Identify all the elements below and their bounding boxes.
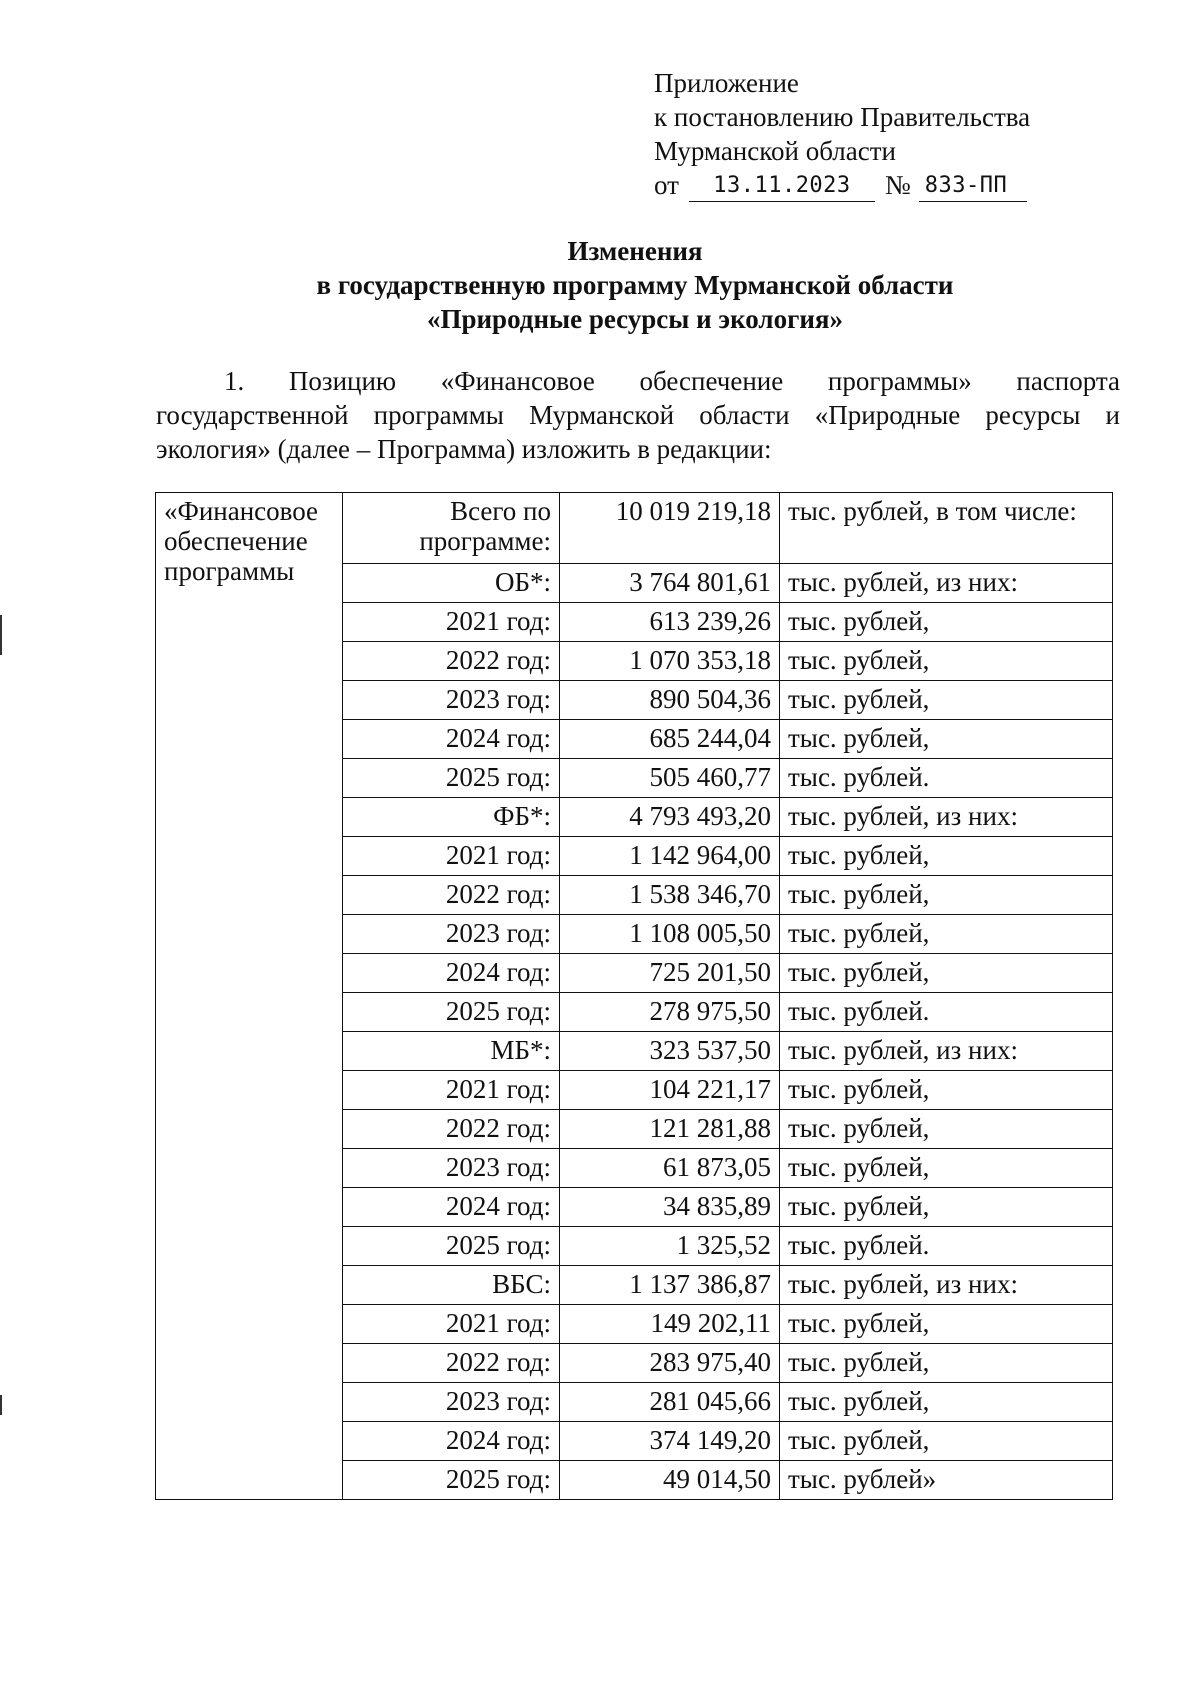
scan-margin-mark — [0, 615, 2, 655]
unit-cell: тыс. рублей, — [780, 876, 1113, 915]
unit-cell: тыс. рублей, из них: — [780, 1266, 1113, 1305]
amount-cell: 4 793 493,20 — [560, 798, 780, 837]
source-label-cell: 2023 год: — [343, 681, 560, 720]
resolution-date: 13.11.2023 — [689, 171, 875, 202]
unit-cell: тыс. рублей, из них: — [780, 798, 1113, 837]
appendix-date-row — [654, 168, 1030, 202]
amount-cell: 505 460,77 — [560, 759, 780, 798]
position-name-cell: «Финансовое обеспечение программы — [156, 493, 343, 1500]
source-label-cell: 2021 год: — [343, 1071, 560, 1110]
amount-cell: 1 142 964,00 — [560, 837, 780, 876]
appendix-title: Приложение — [654, 68, 799, 98]
source-label-cell: 2024 год: — [343, 1188, 560, 1227]
unit-cell: тыс. рублей. — [780, 1227, 1113, 1266]
unit-cell: тыс. рублей, — [780, 1344, 1113, 1383]
source-label-cell: 2024 год: — [343, 954, 560, 993]
number-label: № — [884, 170, 911, 200]
scan-margin-mark — [0, 1395, 2, 1415]
unit-cell: тыс. рублей, — [780, 681, 1113, 720]
source-label-cell: 2022 год: — [343, 1344, 560, 1383]
source-label-cell: 2024 год: — [343, 1422, 560, 1461]
amount-cell: 281 045,66 — [560, 1383, 780, 1422]
amount-cell: 725 201,50 — [560, 954, 780, 993]
amount-cell: 323 537,50 — [560, 1032, 780, 1071]
unit-cell: тыс. рублей, из них: — [780, 1032, 1113, 1071]
amount-cell: 685 244,04 — [560, 720, 780, 759]
unit-cell: тыс. рублей, — [780, 1149, 1113, 1188]
amount-cell: 1 325,52 — [560, 1227, 780, 1266]
unit-cell: тыс. рублей, — [780, 954, 1113, 993]
unit-cell: тыс. рублей, — [780, 1188, 1113, 1227]
source-label-cell: 2021 год: — [343, 1305, 560, 1344]
appendix-resolution: к постановлению Правительства — [654, 102, 1031, 132]
amount-cell: 61 873,05 — [560, 1149, 780, 1188]
heading-line-2: в государственную программу Мурманской области — [316, 270, 954, 300]
source-label-cell: 2022 год: — [343, 1110, 560, 1149]
unit-cell: тыс. рублей, — [780, 1071, 1113, 1110]
amount-cell: 149 202,11 — [560, 1305, 780, 1344]
source-label-cell: 2022 год: — [343, 876, 560, 915]
unit-cell: тыс. рублей, — [780, 720, 1113, 759]
unit-cell: тыс. рублей, — [780, 1383, 1113, 1422]
amount-cell: 49 014,50 — [560, 1461, 780, 1500]
source-label-cell: МБ*: — [343, 1032, 560, 1071]
amount-cell: 278 975,50 — [560, 993, 780, 1032]
paragraph-text: 1. Позицию «Финансовое обеспечение программы» паспорта государственной программы Мурманской области «Природные ресурсы и экология» (далее – Программа) изложить в редакции: — [156, 366, 1120, 464]
amount-cell: 1 538 346,70 — [560, 876, 780, 915]
table-row — [156, 493, 1113, 564]
amount-cell: 104 221,17 — [560, 1071, 780, 1110]
amount-cell: 890 504,36 — [560, 681, 780, 720]
source-label-cell: 2021 год: — [343, 603, 560, 642]
unit-cell: тыс. рублей. — [780, 993, 1113, 1032]
unit-cell: тыс. рублей, — [780, 1305, 1113, 1344]
source-label-cell: 2025 год: — [343, 993, 560, 1032]
amount-cell: 613 239,26 — [560, 603, 780, 642]
amount-cell: 121 281,88 — [560, 1110, 780, 1149]
amount-cell: 34 835,89 — [560, 1188, 780, 1227]
unit-cell: тыс. рублей, из них: — [780, 564, 1113, 603]
amount-cell: 374 149,20 — [560, 1422, 780, 1461]
source-label-cell: 2021 год: — [343, 837, 560, 876]
source-label-cell: 2025 год: — [343, 759, 560, 798]
unit-cell: тыс. рублей, — [780, 1110, 1113, 1149]
document-heading — [150, 234, 1120, 336]
finance-table — [155, 492, 1113, 1500]
amount-cell: 283 975,40 — [560, 1344, 780, 1383]
body-paragraph — [156, 364, 1120, 466]
source-label-cell: Всего по программе: — [343, 493, 560, 564]
source-label-cell: 2023 год: — [343, 1383, 560, 1422]
resolution-number: 833-ПП — [919, 171, 1027, 202]
heading-line-3: «Природные ресурсы и экология» — [426, 304, 844, 334]
amount-cell: 1 108 005,50 — [560, 915, 780, 954]
unit-cell: тыс. рублей, — [780, 915, 1113, 954]
source-label-cell: 2025 год: — [343, 1227, 560, 1266]
unit-cell: тыс. рублей, в том числе: — [780, 493, 1113, 564]
source-label-cell: ОБ*: — [343, 564, 560, 603]
appendix-region: Мурманской области — [654, 136, 896, 166]
appendix-block — [654, 66, 1030, 202]
unit-cell: тыс. рублей, — [780, 1422, 1113, 1461]
heading-line-1: Изменения — [567, 236, 703, 266]
source-label-cell: 2023 год: — [343, 915, 560, 954]
source-label-cell: ФБ*: — [343, 798, 560, 837]
source-label-cell: ВБС: — [343, 1266, 560, 1305]
unit-cell: тыс. рублей, — [780, 837, 1113, 876]
unit-cell: тыс. рублей» — [780, 1461, 1113, 1500]
date-prefix: от — [654, 170, 679, 200]
source-label-cell: 2022 год: — [343, 642, 560, 681]
amount-cell: 10 019 219,18 — [560, 493, 780, 564]
unit-cell: тыс. рублей, — [780, 642, 1113, 681]
amount-cell: 1 137 386,87 — [560, 1266, 780, 1305]
amount-cell: 1 070 353,18 — [560, 642, 780, 681]
source-label-cell: 2023 год: — [343, 1149, 560, 1188]
source-label-cell: 2024 год: — [343, 720, 560, 759]
unit-cell: тыс. рублей, — [780, 603, 1113, 642]
amount-cell: 3 764 801,61 — [560, 564, 780, 603]
unit-cell: тыс. рублей. — [780, 759, 1113, 798]
source-label-cell: 2025 год: — [343, 1461, 560, 1500]
